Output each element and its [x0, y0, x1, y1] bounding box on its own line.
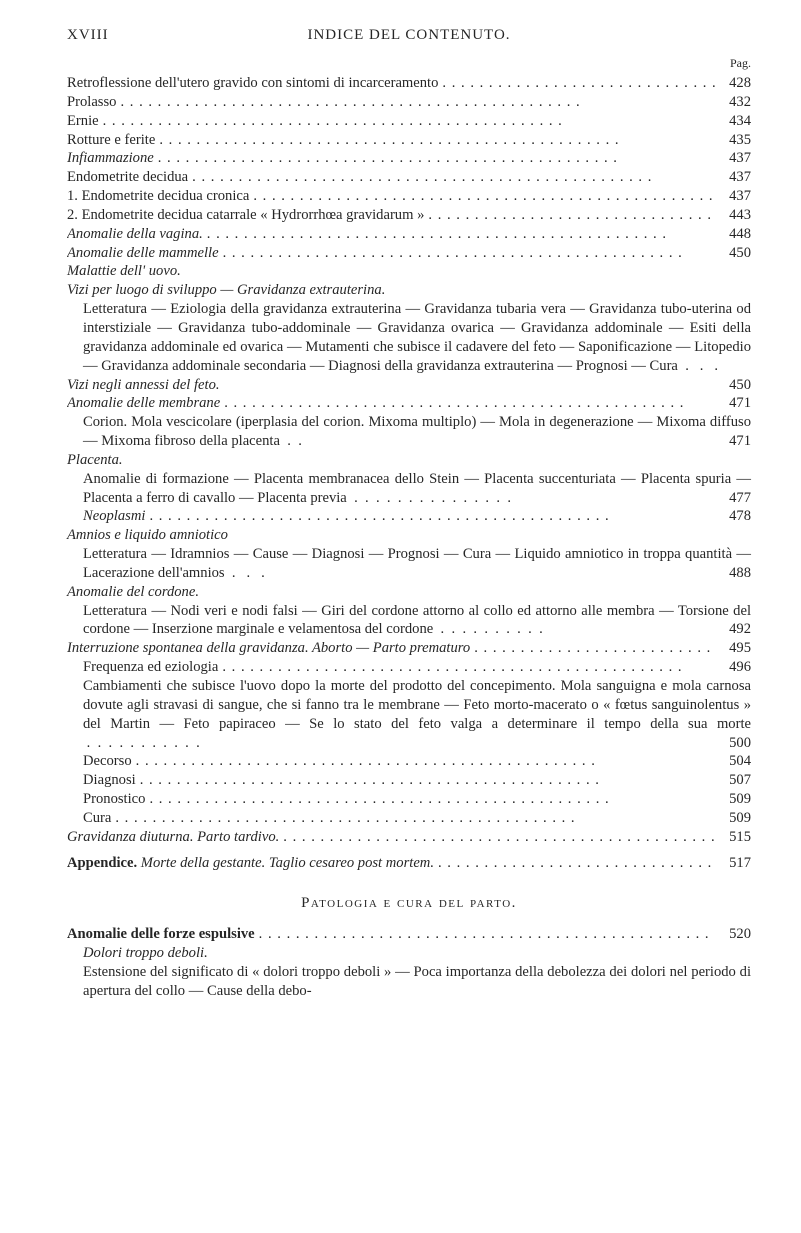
cordone-page: 492 [729, 621, 751, 638]
toc-entry-label: Retroflessione dell'utero gravido con sintomi di incarceramento [67, 75, 439, 91]
sub-entries [67, 752, 751, 827]
dolori-paragraph [67, 963, 751, 1001]
leader-dots [279, 828, 715, 847]
leader-dots [111, 809, 715, 828]
toc-entry-page: 437 [729, 169, 751, 186]
toc-entry-label: Anomalie delle mammelle [67, 244, 219, 261]
diuturna-label: Gravidanza diuturna. Parto tardivo. [67, 828, 280, 845]
interruzione-label: Interruzione spontanea della gravidanza. Aborto — Parto prematuro [67, 640, 471, 657]
toc-sub-entry-page: 507 [729, 772, 751, 789]
vizi-luogo-heading: Vizi per luogo di sviluppo — Gravidanza extrauterina. [67, 282, 386, 299]
toc-entry-page: 443 [729, 206, 751, 223]
toc-sub-entry [67, 790, 751, 809]
toc-entry [67, 93, 751, 112]
leader-dots [136, 771, 715, 790]
leader-dots [132, 752, 715, 771]
leader-dots [154, 149, 715, 168]
toc-entry-anomalie-forze [67, 925, 751, 944]
placenta-paragraph: Anomalie di formazione — Placenta membranacea dello Stein — Placenta succenturiata — Placenta spuria — Placenta a ferro di cavallo — Placenta previa . . . . . . . . . . . . . . . 477 [83, 470, 751, 506]
table-of-contents [67, 74, 751, 1001]
leader-dots [219, 244, 715, 263]
leader-dots [255, 925, 715, 944]
toc-entry [67, 244, 751, 263]
leader-dots [188, 168, 715, 187]
leader-dots [249, 187, 715, 206]
leader-dots [116, 93, 715, 112]
vizi-luogo-paragraph: Letteratura — Eziologia della gravidanza extrauterina — Gravidanza tubaria vera — Gravidanza tubo-uterina od interstiziale — Gravidanza tubo-addominale — Gravidanza ovarica — Gravidanza addominale — Esiti della gravidanza addominale ed ovarica — Mutamenti che subisce il cadavere del feto — Saponificazione — Litopedio — Gravidanza addominale secondaria — Diagnosi della gravidanza extrauterina — Prognosi — Cura . . . 450 [83, 301, 751, 393]
toc-entry [67, 131, 751, 150]
toc-sub-entry-page: 509 [729, 809, 751, 826]
cambiamenti-text: Cambiamenti che subisce l'uovo dopo la morte del prodotto del concepimento. Mola sanguigna e mola carnosa dovute agli stravasi di sangue, che si fanno tra le membrane — Feto morto-macerato o « fœtus sanguinolentus » del Martin — Feto papiraceo — Se lo stato del feto valga a determinare il tempo della sua morte [83, 678, 751, 732]
toc-entry-label: Prolasso [67, 93, 117, 110]
interruzione-page: 495 [729, 640, 751, 657]
toc-entry-page: 450 [729, 244, 751, 261]
toc-entry-label: 1. Endometrite decidua cronica [67, 188, 250, 205]
malattie-heading: Malattie dell' uovo. [67, 263, 181, 280]
toc-entry-appendice [67, 854, 751, 873]
leader-dots [424, 206, 715, 225]
toc-entry-diuturna [67, 828, 751, 847]
frequenza-label: Frequenza ed eziologia [83, 659, 219, 676]
toc-entry [67, 74, 751, 93]
toc-entry-page: 434 [729, 112, 751, 129]
membrane-page: 471 [729, 395, 751, 412]
dolori-heading: Dolori troppo deboli. [83, 945, 208, 962]
toc-entry-page: 432 [729, 93, 751, 110]
page-title: INDICE DEL CONTENUTO. [307, 27, 511, 43]
cordone-text: Letteratura — Nodi veri e nodi falsi — Giri del cordone attorno al collo ed attorno alle membra — Torsione del cordone — Inserzione marginale e velamentosa del cordone [83, 602, 751, 638]
cambiamenti-paragraph: Cambiamenti che subisce l'uovo dopo la morte del prodotto del concepimento. Mola sanguigna e mola carnosa dovute agli stravasi di sangue, che si fanno tra le membrane — Feto morto-macerato o « fœtus sanguinolentus » del Martin — Feto papiraceo — Se lo stato del feto valga a determinare il tempo della sua morte . . . . . . . . . . . 500 [83, 678, 751, 751]
toc-sub-entry-label: Diagnosi [83, 772, 136, 789]
toc-entry-page: 435 [729, 131, 751, 148]
leader-dots [145, 790, 715, 809]
diuturna-page: 515 [729, 828, 751, 845]
toc-entry-interruzione [67, 639, 751, 658]
toc-entry-page: 428 [729, 75, 751, 91]
toc-entry-label: Ernie [67, 112, 99, 129]
placenta-heading: Placenta. [67, 451, 123, 468]
toc-entry [67, 112, 751, 131]
vizi-luogo-page: 450 [729, 376, 751, 393]
leader-dots [155, 131, 715, 150]
leader-dots [220, 394, 715, 413]
toc-sub-entry-page: 504 [729, 753, 751, 770]
corion-page: 471 [729, 433, 751, 450]
toc-sub-entry-label: Decorso [83, 753, 132, 770]
toc-entry [67, 225, 751, 244]
toc-entry-label: Anomalie della vagina. [67, 225, 203, 242]
leader-dots [470, 639, 715, 658]
toc-entry-label: 2. Endometrite decidua catarrale « Hydrorrhœa gravidarum » [67, 206, 425, 223]
toc-entry [67, 187, 751, 206]
toc-entry [67, 149, 751, 168]
cordone-paragraph: Letteratura — Nodi veri e nodi falsi — Giri del cordone attorno al collo ed attorno alle membra — Torsione del cordone — Inserzione marginale e velamentosa del cordone . . . . . . . . . . 492 [83, 602, 751, 638]
amnios-page: 488 [729, 564, 751, 581]
section-title: Patologia e cura del parto. [301, 895, 517, 912]
amnios-heading: Amnios e liquido amniotico [67, 527, 228, 544]
appendice-label: Morte della gestante. Taglio cesareo post mortem. [140, 854, 434, 871]
toc-entry-membrane [67, 394, 751, 413]
toc-entry-frequenza [67, 658, 751, 677]
leader-dots [203, 225, 715, 244]
leader-dots [218, 658, 715, 677]
leader-dots [434, 854, 715, 873]
toc-sub-entry-label: Cura [83, 809, 112, 826]
membrane-label: Anomalie delle membrane [67, 395, 221, 412]
toc-entry-page: 437 [729, 150, 751, 167]
pag-label: Pag. [730, 56, 751, 70]
amnios-text: Letteratura — Idramnios — Cause — Diagnosi — Prognosi — Cura — Liquido amniotico in troppa quantità — Lacerazione dell'amnios [83, 546, 751, 581]
toc-sub-entry-page: 509 [729, 791, 751, 808]
vizi-annessi-heading: Vizi negli annessi del feto. [67, 376, 220, 393]
leader-dots [145, 507, 715, 526]
toc-entry [67, 168, 751, 187]
toc-sub-entry [67, 752, 751, 771]
corion-paragraph: Corion. Mola vescicolare (iperplasia del corion. Mixoma multiplo) — Mola in degenerazione — Mixoma diffuso — Mixoma fibroso della placenta . . 471 [83, 414, 751, 450]
anomalie-forze-label: Anomalie delle forze espulsive [67, 926, 255, 943]
toc-sub-entry-label: Pronostico [83, 791, 146, 808]
neoplasmi-page: 478 [729, 508, 751, 525]
leader-dots [99, 112, 715, 131]
toc-entry-label: Infiammazione [67, 150, 154, 167]
corion-text: Corion. Mola vescicolare (iperplasia del corion. Mixoma multiplo) — Mola in degenerazione — Mixoma diffuso — Mixoma fibroso della placenta [83, 414, 751, 450]
frequenza-page: 496 [729, 659, 751, 676]
page-number: XVIII [67, 27, 109, 43]
leader-dots [438, 74, 715, 93]
toc-sub-entry [67, 771, 751, 790]
toc-entry-page: 437 [729, 188, 751, 205]
toc-entries [67, 74, 751, 262]
toc-entry-page: 448 [729, 225, 751, 242]
cordone-heading: Anomalie del cordone. [67, 583, 199, 600]
toc-entry-label: Endometrite decidua [67, 169, 189, 186]
toc-sub-entry [67, 809, 751, 828]
toc-entry-neoplasmi [67, 507, 751, 526]
toc-entry-label: Rotture e ferite [67, 131, 156, 148]
vizi-luogo-text: Letteratura — Eziologia della gravidanza extrauterina — Gravidanza tubaria vera — Gravidanza tubo-uterina od interstiziale — Gravidanza tubo-addominale — Gravidanza ovarica — Gravidanza addominale — Esiti della gravidanza addominale ed ovarica — Mutamenti che subisce il cadavere del feto — Saponificazione — Litopedio — Gravidanza addominale secondaria — Diagnosi della gravidanza extrauterina — Prognosi — Cura [83, 301, 751, 374]
cambiamenti-page: 500 [729, 734, 751, 751]
dolori-text: Estensione del significato di « dolori troppo deboli » — Poca importanza della debolezza dei dolori nel periodo di apertura del collo — Cause della debo- [83, 963, 751, 999]
neoplasmi-label: Neoplasmi [83, 508, 146, 525]
toc-entry [67, 206, 751, 225]
anomalie-forze-page: 520 [729, 926, 751, 943]
amnios-paragraph: Letteratura — Idramnios — Cause — Diagnosi — Prognosi — Cura — Liquido amniotico in troppa quantità — Lacerazione dell'amnios . . . 488 [83, 546, 751, 581]
placenta-text: Anomalie di formazione — Placenta membranacea dello Stein — Placenta succenturiata — Placenta spuria — Placenta a ferro di cavallo — Placenta previa [83, 470, 751, 506]
appendice-bold: Appendice. [67, 854, 138, 871]
appendice-page: 517 [729, 854, 751, 871]
placenta-page: 477 [729, 489, 751, 506]
